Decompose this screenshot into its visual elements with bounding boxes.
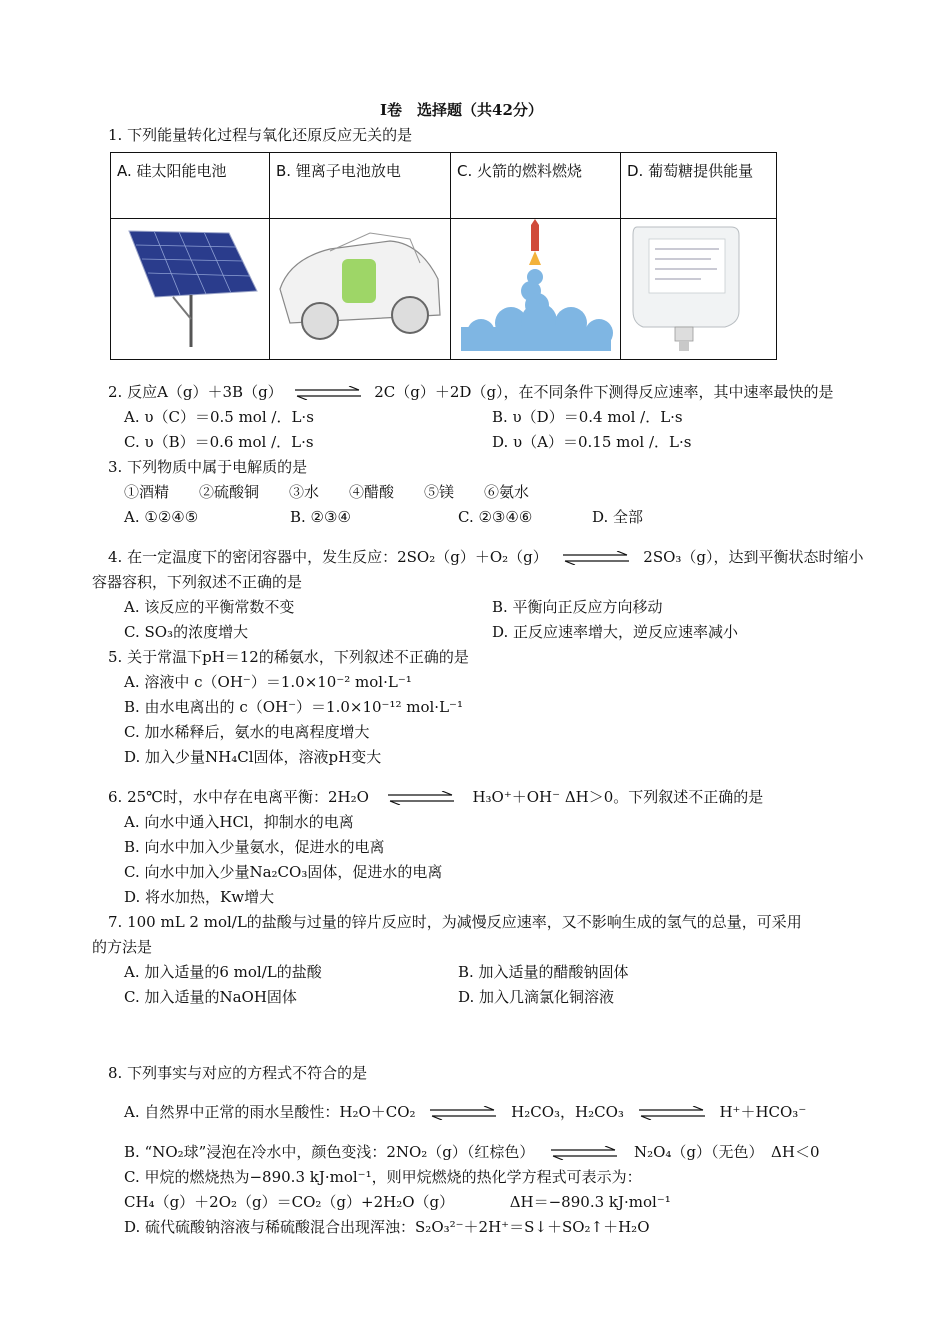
q1-option-d-label: D. 葡萄糖提供能量 — [627, 162, 754, 180]
q6-stem-right: H₃O⁺＋OH⁻ ΔH＞0。下列叙述不正确的是 — [472, 788, 764, 806]
q3-option-b: B. ②③④ — [290, 508, 351, 526]
q6-option-d: D. 将水加热，Kw增大 — [124, 888, 275, 906]
q3-option-a: A. ①②④⑤ — [124, 508, 199, 526]
equilibrium-arrow-icon — [388, 791, 454, 805]
q7-stem: 7. 100 mL 2 mol/L的盐酸与过量的锌片反应时，为减慢反应速率，又不影响生成的氢气的总量，可采用 — [108, 913, 802, 931]
q6-option-c: C. 向水中加入少量Na₂CO₃固体，促进水的电离 — [124, 863, 443, 881]
q2-stem — [108, 382, 834, 402]
q4-option-c: C. SO₃的浓度增大 — [124, 623, 249, 641]
q2-option-c: C. υ（B）＝0.6 mol /．L·s — [124, 433, 314, 451]
q3-option-c: C. ②③④⑥ — [458, 508, 533, 526]
q1-stem: 1. 下列能量转化过程与氧化还原反应无关的是 — [108, 126, 413, 144]
q2-stem-right: 2C（g）＋2D（g），在不同条件下测得反应速率，其中速率最快的是 — [374, 383, 834, 401]
section-title: Ⅰ卷 选择题（共42分） — [380, 101, 543, 119]
glucose-iv-bag-image — [621, 219, 776, 359]
q4-stem — [108, 547, 864, 567]
q8-option-b — [124, 1142, 820, 1162]
q5-stem: 5. 关于常温下pH＝12的稀氨水，下列叙述不正确的是 — [108, 648, 469, 666]
q1-option-a-label: A. 硅太阳能电池 — [117, 162, 227, 180]
q4-option-d: D. 正反应速率增大，逆反应速率减小 — [492, 623, 739, 641]
q7-stem-line2: 的方法是 — [92, 938, 153, 956]
electric-car-image — [270, 219, 450, 359]
q7-option-a: A. 加入适量的6 mol/L的盐酸 — [124, 963, 322, 981]
q6-option-a: A. 向水中通入HCl，抑制水的电离 — [124, 813, 354, 831]
q8-option-c: C. 甲烷的燃烧热为−890.3 kJ·mol⁻¹，则甲烷燃烧的热化学方程式可表示为： — [124, 1168, 642, 1186]
equilibrium-arrow-icon — [295, 386, 361, 400]
q2-option-b: B. υ（D）＝0.4 mol /．L·s — [492, 408, 683, 426]
q8-stem: 8. 下列事实与对应的方程式不符合的是 — [108, 1064, 368, 1082]
q7-option-c: C. 加入适量的NaOH固体 — [124, 988, 297, 1006]
equilibrium-arrow-icon — [563, 551, 629, 565]
q8-c-equation — [124, 1192, 671, 1212]
equilibrium-arrow-icon — [430, 1106, 496, 1120]
q7-option-d: D. 加入几滴氯化铜溶液 — [458, 988, 615, 1006]
q8-b-right: N₂O₄（g）（无色） ΔH＜0 — [633, 1143, 820, 1161]
equilibrium-arrow-icon — [551, 1146, 617, 1160]
q8-a-left: A. 自然界中正常的雨水呈酸性：H₂O＋CO₂ — [124, 1103, 416, 1121]
q6-stem — [108, 787, 763, 807]
rocket-launch-image — [451, 219, 620, 359]
q2-option-a: A. υ（C）＝0.5 mol /．L·s — [124, 408, 314, 426]
q4-stem-line2: 容器容积，下列叙述不正确的是 — [92, 573, 303, 591]
q1-option-b-label: B. 锂离子电池放电 — [276, 162, 401, 180]
q2-option-d: D. υ（A）＝0.15 mol /．L·s — [492, 433, 692, 451]
q8-c-eq-left: CH₄（g）＋2O₂（g）＝CO₂（g）+2H₂O（g） — [124, 1193, 455, 1211]
q3-stem: 3. 下列物质中属于电解质的是 — [108, 458, 308, 476]
q4-stem-right: 2SO₃（g），达到平衡状态时缩小 — [643, 548, 864, 566]
q8-c-eq-right: ΔH＝−890.3 kJ·mol⁻¹ — [509, 1193, 671, 1211]
q7-option-b: B. 加入适量的醋酸钠固体 — [458, 963, 629, 981]
q8-a-mid: H₂CO₃，H₂CO₃ — [511, 1103, 624, 1121]
q4-option-a: A. 该反应的平衡常数不变 — [124, 598, 295, 616]
q5-option-b: B. 由水电离出的 c（OH⁻）＝1.0×10⁻¹² mol·L⁻¹ — [124, 698, 463, 716]
q3-items: ①酒精 ②硫酸铜 ③水 ④醋酸 ⑤镁 ⑥氨水 — [124, 483, 530, 501]
q4-stem-left: 4. 在一定温度下的密闭容器中，发生反应：2SO₂（g）＋O₂（g） — [108, 548, 548, 566]
q2-stem-left: 2. 反应A（g）＋3B（g） — [108, 383, 283, 401]
q8-a-right: H⁺＋HCO₃⁻ — [719, 1103, 807, 1121]
equilibrium-arrow-icon — [639, 1106, 705, 1120]
q8-b-left: B. “NO₂球”浸泡在冷水中，颜色变浅：2NO₂（g）（红棕色） — [124, 1143, 535, 1161]
q8-option-a — [124, 1102, 806, 1122]
q3-option-d: D. 全部 — [592, 508, 644, 526]
q6-stem-left: 6. 25℃时，水中存在电离平衡：2H₂O — [108, 788, 369, 806]
q6-option-b: B. 向水中加入少量氨水，促进水的电离 — [124, 838, 385, 856]
q1-option-c-label: C. 火箭的燃料燃烧 — [457, 162, 583, 180]
q8-option-d: D. 硫代硫酸钠溶液与稀硫酸混合出现浑浊：S₂O₃²⁻＋2H⁺＝S↓＋SO₂↑＋H₂O — [124, 1218, 650, 1236]
solar-panel-image — [111, 219, 269, 359]
q5-option-d: D. 加入少量NH₄Cl固体，溶液pH变大 — [124, 748, 382, 766]
q1-options-table — [110, 152, 777, 360]
q5-option-a: A. 溶液中 c（OH⁻）＝1.0×10⁻² mol·L⁻¹ — [124, 673, 412, 691]
q4-option-b: B. 平衡向正反应方向移动 — [492, 598, 663, 616]
q5-option-c: C. 加水稀释后，氨水的电离程度增大 — [124, 723, 370, 741]
